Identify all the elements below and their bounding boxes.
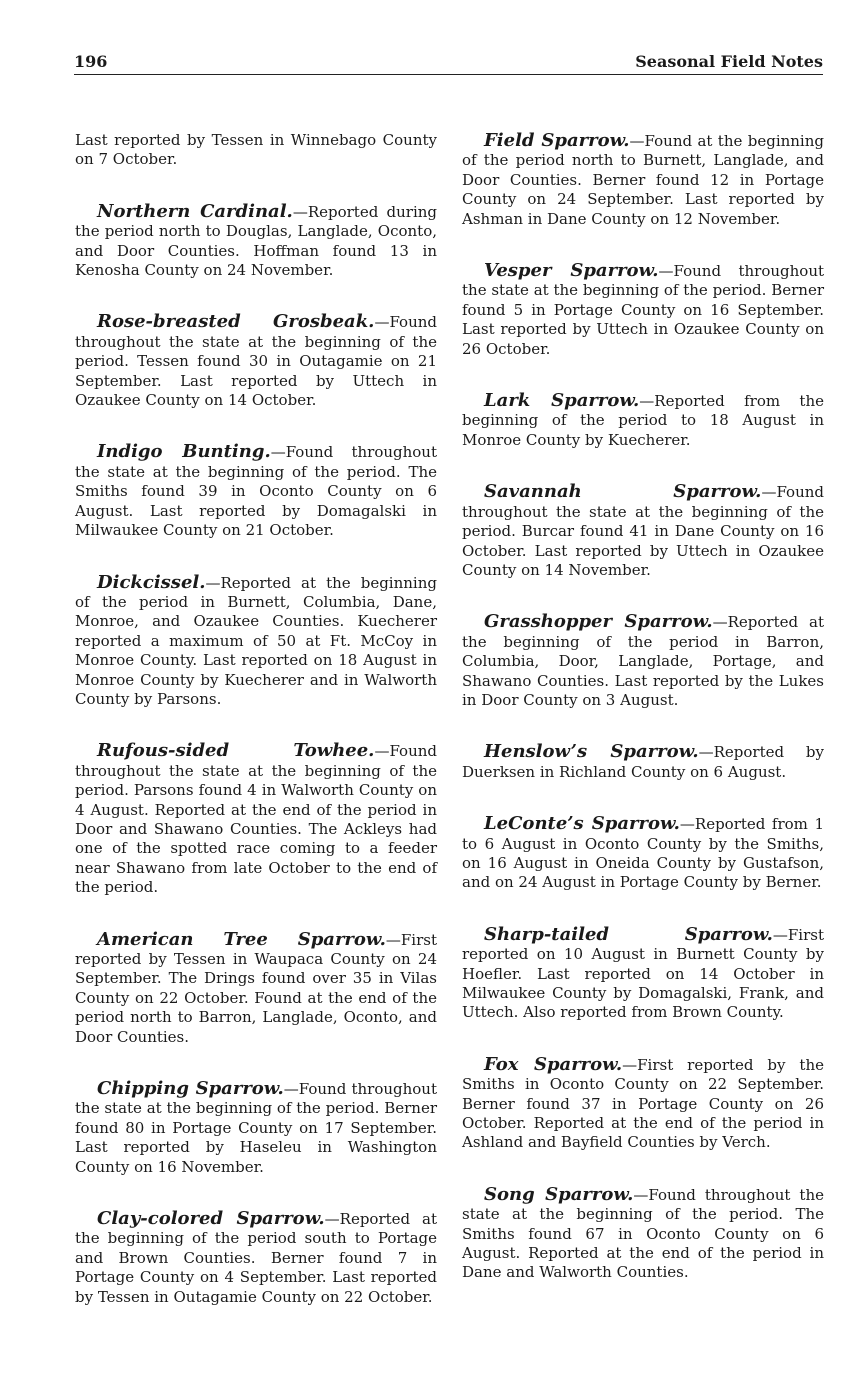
species-entry-rufous-sided-towhee	[75, 741, 437, 897]
species-account: —Found throughout the state at the beginning of the period. Berner found 5 in Portage County on 16 September. Last reported by Uttech in Ozaukee County on 26 October.	[462, 262, 825, 358]
species-name: Savannah Sparrow.	[484, 481, 762, 503]
species-name: Northern Cardinal.	[97, 200, 293, 222]
species-entry-savannah-sparrow	[462, 482, 824, 580]
species-account: —Found throughout the state at the beginning of the period. The Smiths found 67 in Oconto County on 6 August. Reported at the end of the period in Dane and Walworth Counties.	[462, 1185, 824, 1282]
species-account: —First reported by Tessen in Waupaca County on 24 September. The Drings found over 35 in Vilas County on 22 October. Found at the end of the period north to Barron, Langlade, Oconto, and Door Counties.	[75, 930, 437, 1046]
species-name: Fox Sparrow.	[484, 1053, 623, 1075]
species-entry-henslows-sparrow	[462, 742, 824, 782]
species-entry-indigo-bunting	[75, 442, 437, 540]
species-name: Sharp-tailed Sparrow.	[484, 923, 773, 945]
species-name: Rose-breasted Grosbeak.	[97, 311, 375, 333]
species-entry-rose-breasted-grosbeak	[75, 312, 437, 410]
species-account: —Reported from 1 to 6 August in Oconto County by the Smiths, on 16 August in Oneida County by Gustafson, and on 24 August in Portage County by Berner.	[462, 815, 824, 892]
species-entry-grasshopper-sparrow	[462, 612, 824, 710]
continuation-paragraph: Last reported by Tessen in Winnebago County on 7 October.	[75, 131, 437, 169]
species-entry-field-sparrow	[462, 131, 824, 229]
species-name: American Tree Sparrow.	[97, 928, 386, 950]
species-name: Vesper Sparrow.	[484, 260, 659, 282]
species-account: —Found at the beginning of the period north to Burnett, Langlade, and Door Counties. Berner found 12 in Portage County on 24 September. Last reported by Ashman in Dane County on 12 November.	[462, 132, 824, 228]
species-account: —First reported on 10 August in Burnett County by Hoefler. Last reported on 14 October in Milwaukee County by Domagalski, Frank, and Uttech. Also reported from Brown County.	[462, 925, 824, 1022]
species-account: —Found throughout the state at the beginning of the period. The Smiths found 39 in Oconto County on 6 August. Last reported by Domagalski in Milwaukee County on 21 October.	[75, 443, 437, 540]
species-account: —Reported from the beginning of the period to 18 August in Monroe County by Kuecherer.	[462, 392, 825, 449]
species-entry-fox-sparrow	[462, 1055, 824, 1153]
page-number: 196	[74, 52, 108, 71]
species-entry-american-tree-sparrow	[75, 930, 437, 1047]
species-name: Indigo Bunting.	[97, 441, 271, 463]
species-entry-song-sparrow	[462, 1185, 824, 1283]
species-account: —Found throughout the state at the beginning of the period. Tessen found 30 in Outagamie on 21 September. Last reported by Uttech in Ozaukee County on 14 October.	[75, 313, 437, 410]
species-name: Dickcissel.	[97, 571, 206, 593]
species-name: Field Sparrow.	[484, 130, 630, 151]
species-name: Rufous-sided Towhee.	[97, 740, 375, 762]
species-account: —Reported at the beginning of the period in Burnett, Columbia, Dane, Monroe, and Ozaukee Counties. Kuecherer reported a maximum of 50 at Ft. McCoy in Monroe County. Last reported on 18 August in Monroe County by Kuecherer and in Walworth County by Parsons.	[75, 573, 437, 708]
species-account: —First reported by the Smiths in Oconto County on 22 September. Berner found 37 in Portage County on 26 October. Reported at the end of the period in Ashland and Bayfield Counties by Verch.	[462, 1055, 824, 1152]
species-account: —Reported by Duerksen in Richland County on 6 August.	[462, 743, 824, 781]
species-account: —Reported during the period north to Douglas, Langlade, Oconto, and Door Counties. Hoffman found 13 in Kenosha County on 24 November.	[75, 202, 437, 280]
species-name: Grasshopper Sparrow.	[484, 611, 713, 633]
species-name: Lark Sparrow.	[484, 390, 640, 412]
species-name: LeConte’s Sparrow.	[484, 813, 680, 835]
species-entry-vesper-sparrow	[462, 261, 824, 359]
species-name: Song Sparrow.	[484, 1183, 634, 1205]
species-entry-sharp-tailed-sparrow	[462, 925, 824, 1023]
species-entry-lark-sparrow	[462, 391, 824, 450]
species-account: —Found throughout the state at the beginning of the period. Parsons found 4 in Walworth County on 4 August. Reported at the end of the period in Door and Shawano Counties. The Ackleys had one of the spotted race coming to a feeder near Shawano from late October to the end of the period.	[75, 742, 437, 897]
species-entry-lecontes-sparrow	[462, 814, 824, 893]
species-entry-clay-colored-sparrow	[75, 1209, 437, 1307]
species-entry-dickcissel	[75, 573, 437, 710]
species-name: Chipping Sparrow.	[97, 1078, 284, 1100]
species-name: Henslow’s Sparrow.	[484, 741, 699, 763]
species-entry-chipping-sparrow	[75, 1079, 437, 1177]
page-header	[74, 48, 823, 75]
species-name: Clay-colored Sparrow.	[97, 1208, 325, 1230]
left-column	[75, 131, 437, 1339]
species-account: —Found throughout the state at the beginning of the period. Berner found 80 in Portage County on 17 September. Last reported by Haseleu in Washington County on 16 November.	[75, 1080, 437, 1176]
right-column	[462, 131, 824, 1315]
species-account: —Found throughout the state at the beginning of the period. Burcar found 41 in Dane County on 16 October. Last reported by Uttech in Ozaukee County on 14 November.	[462, 483, 824, 579]
species-account: —Reported at the beginning of the period south to Portage and Brown Counties. Berner found 7 in Portage County on 4 September. Last reported by Tessen in Outagamie County on 22 October.	[75, 1210, 437, 1306]
species-account: —Reported at the beginning of the period in Barron, Columbia, Door, Langlade, Portage, and Shawano Counties. Last reported by the Lukes in Door County on 3 August.	[462, 613, 824, 709]
species-entry-northern-cardinal	[75, 202, 437, 281]
running-head: Seasonal Field Notes	[635, 52, 823, 71]
